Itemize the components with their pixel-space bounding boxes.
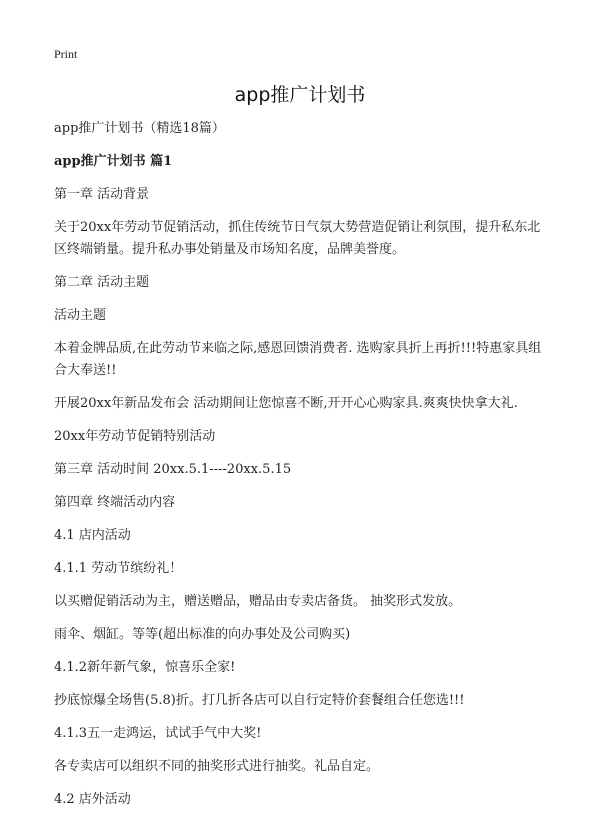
document-title: app推广计划书 xyxy=(234,84,366,106)
paragraph: 各专卖店可以组织不同的抽奖形式进行抽奖。礼品自定。 xyxy=(54,759,380,774)
subsection-heading: 4.2 店外活动 xyxy=(54,792,131,807)
paragraph: 20xx年劳动节促销特别活动 xyxy=(54,429,216,444)
subsection-heading: 4.1 店内活动 xyxy=(54,528,131,543)
paragraph: 关于20xx年劳动节促销活动，抓住传统节日气氛大势营造促销让利氛围，提升私东北区终端销量。提升私办事处销量及市场知名度，品牌美誉度。 xyxy=(54,220,541,257)
paragraph: 抄底惊爆全场售(5.8)折。打几折各店可以自行定特价套餐组合任您选!!! xyxy=(54,693,465,708)
document-subtitle: app推广计划书（精选18篇） xyxy=(54,121,225,136)
subsection-heading: 4.1.2新年新气象，惊喜乐全家! xyxy=(54,660,236,675)
paragraph: 活动主题 xyxy=(54,308,107,323)
document-body xyxy=(54,118,552,822)
subsection-heading: 4.1.3五一走鸿运，试试手气中大奖! xyxy=(54,726,262,741)
subsection-heading: 4.1.1 劳动节缤纷礼！ xyxy=(54,561,183,576)
paragraph: 雨伞、烟缸。等等(超出标准的向办事处及公司购买) xyxy=(54,627,351,642)
chapter-heading: 第三章 活动时间 20xx.5.1----20xx.5.15 xyxy=(54,462,292,477)
chapter-heading: 第一章 活动背景 xyxy=(54,187,150,202)
chapter-heading: 第二章 活动主题 xyxy=(54,275,150,290)
paragraph: 开展20xx年新品发布会 活动期间让您惊喜不断,开开心心购家具.爽爽快快拿大礼. xyxy=(54,396,518,411)
paragraph: 本着金牌品质,在此劳动节来临之际,感恩回馈消费者. 选购家具折上再折!!!特惠家具组合大奉送!! xyxy=(54,341,542,378)
chapter-heading: 第四章 终端活动内容 xyxy=(54,495,176,510)
paragraph: 以买赠促销活动为主，赠送赠品，赠品由专卖店备货。 抽奖形式发放。 xyxy=(54,594,462,609)
print-link[interactable]: Print xyxy=(54,47,78,61)
section-heading: app推广计划书 篇1 xyxy=(54,154,173,169)
